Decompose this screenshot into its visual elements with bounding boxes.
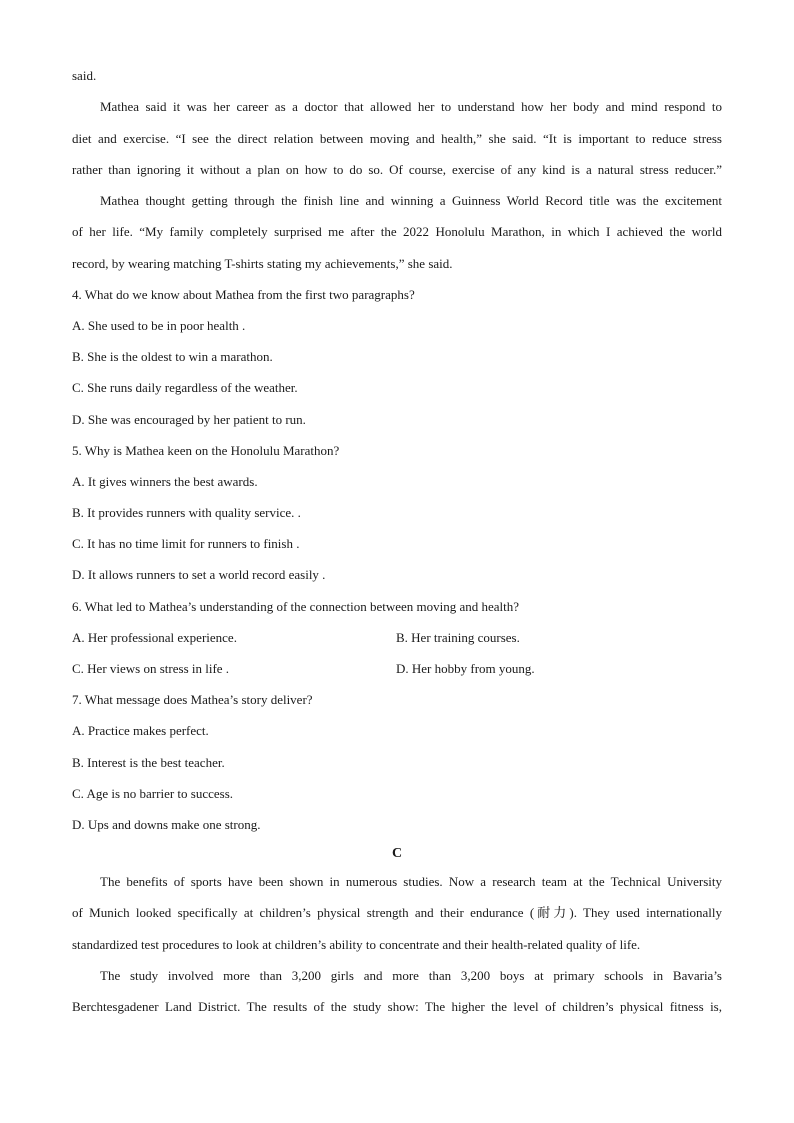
answer-option: D. Ups and downs make one strong. <box>72 817 261 832</box>
section-heading: C <box>391 846 403 861</box>
passage-line: Berchtesgadener Land District. The results of the study show: The higher the level of children’s physical fitness is, <box>72 999 722 1014</box>
answer-option: C. Her views on stress in life . <box>72 661 230 676</box>
passage-line: The study involved more than 3,200 girls and more than 3,200 boys at primary schools in Bavaria’s <box>100 968 722 983</box>
passage-line: The benefits of sports have been shown in numerous studies. Now a research team at the Technical University <box>100 874 722 889</box>
answer-option: A. She used to be in poor health . <box>72 318 246 333</box>
answer-option: A. It gives winners the best awards. <box>72 474 258 489</box>
answer-option: D. She was encouraged by her patient to run. <box>72 412 306 427</box>
answer-option: A. Practice makes perfect. <box>72 723 209 738</box>
answer-option: C. Age is no barrier to success. <box>72 786 234 801</box>
passage-line: of her life. “My family completely surprised me after the 2022 Honolulu Marathon, in which I achieved the world <box>72 224 722 239</box>
passage-line: standardized test procedures to look at children’s ability to concentrate and their health-related quality of life. <box>72 937 641 952</box>
passage-line: Mathea said it was her career as a doctor that allowed her to understand how her body and mind respond to <box>100 99 722 114</box>
answer-option: B. Interest is the best teacher. <box>72 755 225 770</box>
passage-line: Mathea thought getting through the finish line and winning a Guinness World Record title was the excitement <box>100 193 722 208</box>
answer-option: D. It allows runners to set a world record easily . <box>72 567 326 582</box>
answer-option: B. Her training courses. <box>396 630 520 645</box>
answer-option: B. She is the oldest to win a marathon. <box>72 349 273 364</box>
answer-option: C. She runs daily regardless of the weather. <box>72 380 298 395</box>
question-stem: 5. Why is Mathea keen on the Honolulu Marathon? <box>72 443 340 458</box>
answer-option: A. Her professional experience. <box>72 630 237 645</box>
passage-line: said. <box>72 68 97 83</box>
question-stem: 7. What message does Mathea’s story deliver? <box>72 692 313 707</box>
passage-line: record, by wearing matching T-shirts stating my achievements,” she said. <box>72 256 453 271</box>
passage-line: of Munich looked specifically at children’s physical strength and their endurance (耐力). They used internationally <box>72 905 722 920</box>
answer-option: D. Her hobby from young. <box>396 661 535 676</box>
passage-line: diet and exercise. “I see the direct relation between moving and health,” she said. “It is important to reduce stress <box>72 131 722 146</box>
answer-option: C. It has no time limit for runners to finish . <box>72 536 300 551</box>
passage-line: rather than ignoring it without a plan on how to do so. Of course, exercise of any kind is a natural stress reducer.” <box>72 162 722 177</box>
answer-option: B. It provides runners with quality service. . <box>72 505 301 520</box>
question-stem: 6. What led to Mathea’s understanding of the connection between moving and health? <box>72 599 520 614</box>
question-stem: 4. What do we know about Mathea from the first two paragraphs? <box>72 287 415 302</box>
